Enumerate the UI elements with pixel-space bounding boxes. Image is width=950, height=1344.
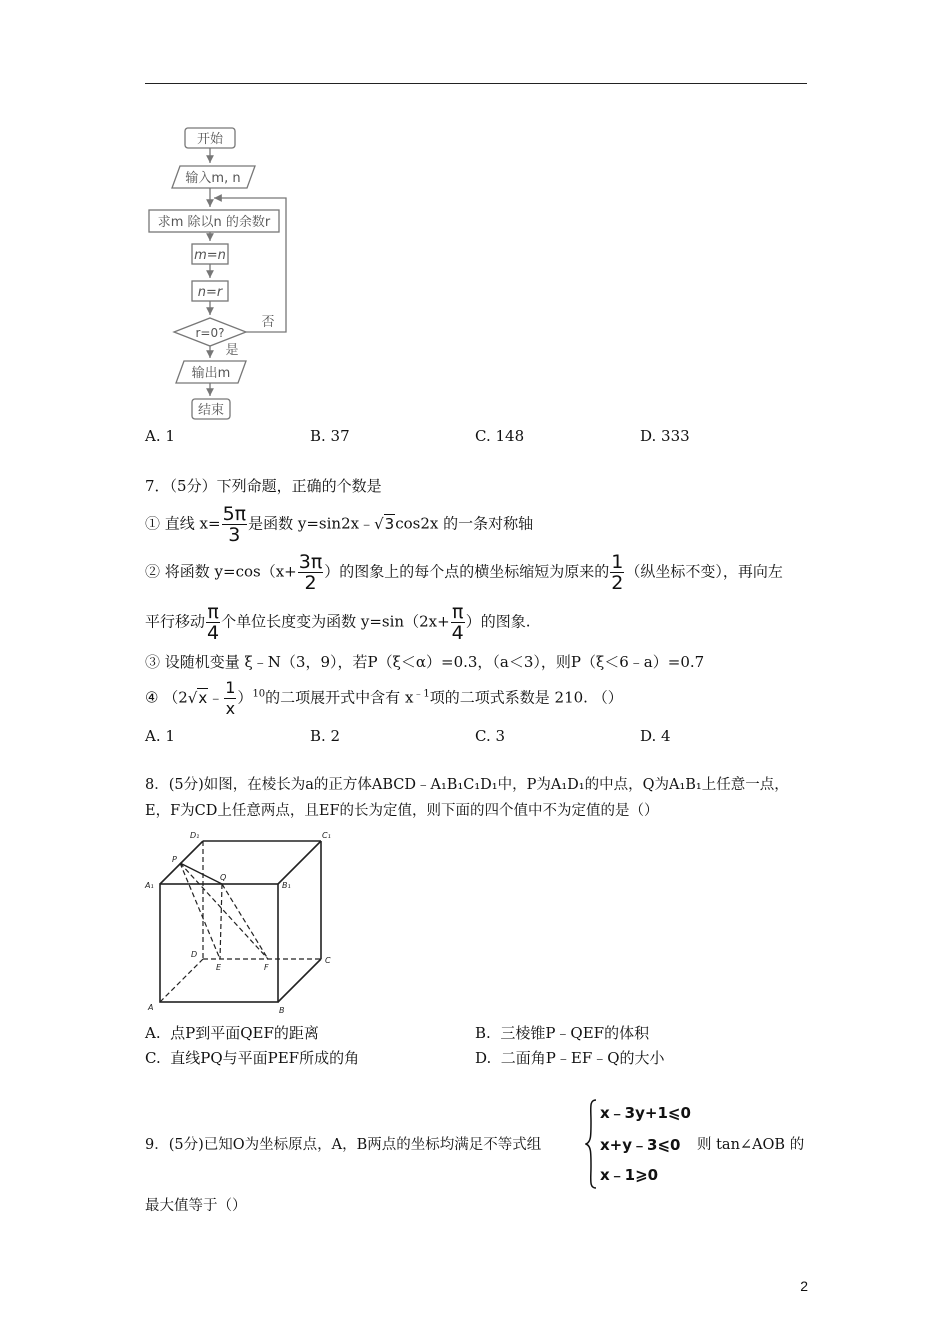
q9-stem-line-2: 最大值等于（）: [145, 1198, 247, 1214]
label-a: A: [148, 1003, 154, 1012]
fraction: $\frac{3\pi}{2}$: [298, 551, 323, 594]
header-rule: [145, 83, 807, 84]
inequality-3: x﹣1⩾0: [600, 1166, 659, 1184]
q7-option-d: D. 4: [640, 727, 671, 745]
q7-statement-2-cont: 平行移动 $\frac{\pi}{4}$ 个单位长度变为函数 y=sin（2x+ $\frac{\pi}{4}$ ）的图象.: [145, 601, 531, 644]
q9-stem-tail: 则 tan∠AOB 的: [697, 1137, 805, 1153]
q7-option-c: C. 3: [475, 727, 506, 745]
inequality-system: [585, 1098, 705, 1190]
label-e: E: [216, 963, 222, 972]
q7-statement-3: ③ 设随机变量 ξ﹣N（3，9），若P（ξ＜α）=0.3，（a＜3），则P（ξ＜6﹣a）=0.7: [145, 653, 705, 671]
label-a1: A₁: [145, 881, 154, 890]
sqrt-symbol: √3: [374, 514, 395, 533]
label-f: F: [264, 963, 269, 972]
flow-input-text: 输入m, n: [185, 171, 241, 186]
fraction: $\frac{\pi}{4}$: [451, 601, 464, 644]
inequality-1: x﹣3y+1⩽0: [600, 1104, 691, 1122]
label-d: D: [191, 950, 198, 959]
q9-stem: 9．(5分)已知O为坐标原点，A，B两点的坐标均满足不等式组: [145, 1137, 542, 1153]
q7-option-a: A. 1: [145, 727, 175, 745]
fraction: $\frac{\pi}{4}$: [207, 601, 220, 644]
fraction: $\frac{1}{x}$: [225, 678, 236, 718]
q8-option-a: A. 点P到平面QEF的距离: [145, 1024, 319, 1042]
q8-option-d: D. 二面角P﹣EF﹣Q的大小: [475, 1049, 665, 1067]
flow-no-label: 否: [261, 315, 275, 330]
q6-option-b: B. 37: [310, 427, 350, 445]
q6-option-c: C. 148: [475, 427, 525, 445]
q7-option-b: B. 2: [310, 727, 341, 745]
label-q: Q: [220, 873, 227, 882]
q8-stem-line-2: E，F为CD上任意两点，且EF的长为定值，则下面的四个值中不为定值的是（）: [145, 803, 659, 819]
inequality-2: x+y﹣3⩽0: [600, 1136, 681, 1154]
flowchart: [140, 122, 300, 422]
label-p: P: [172, 855, 177, 864]
q8-stem-line-1: 8．(5分)如图，在棱长为a的正方体ABCD﹣A₁B₁C₁D₁中，P为A₁D₁的中点，Q为A₁B₁上任意一点，: [145, 777, 789, 793]
sqrt-symbol: √x: [187, 688, 208, 707]
q6-option-d: D. 333: [640, 427, 690, 445]
fraction: $\frac{5\pi}{3}$: [222, 503, 247, 546]
flow-compute-text: 求m 除以n 的余数r: [157, 215, 271, 230]
cube-figure: [140, 826, 340, 1016]
q8-option-b: B. 三棱锥P﹣QEF的体积: [475, 1024, 650, 1042]
label-b1: B₁: [282, 881, 291, 890]
q6-option-a: A. 1: [145, 427, 175, 445]
flow-assign-n-text: n=r: [197, 285, 223, 300]
q7-statement-4: ④ （2√x﹣ $\frac{1}{x}$ ）$^{10}$的二项展开式中含有 $x^{﹣1}$项的二项式系数是 210. （）: [145, 678, 623, 718]
flow-assign-m-text: m=n: [194, 248, 226, 263]
q7-statement-1: ① 直线 x= $\frac{5\pi}{3}$ 是函数 y=sin2x﹣√3cos2x 的一条对称轴: [145, 503, 534, 546]
flow-condition-text: r=0?: [195, 326, 225, 340]
label-c1: C₁: [322, 831, 331, 840]
label-b: B: [279, 1006, 285, 1015]
q8-option-c: C. 直线PQ与平面PEF所成的角: [145, 1049, 360, 1067]
flow-end-text: 结束: [197, 403, 225, 418]
brace-icon: [585, 1098, 597, 1190]
flow-yes-label: 是: [225, 343, 239, 358]
label-d1: D₁: [190, 831, 200, 840]
q7-statement-2: ② 将函数 y=cos（x+ $\frac{3\pi}{2}$ ）的图象上的每个点的横坐标缩短为原来的 $\frac{1}{2}$ （纵坐标不变），再向左: [145, 551, 783, 594]
flow-start-text: 开始: [196, 132, 224, 147]
flow-output-text: 输出m: [191, 366, 231, 381]
fraction: $\frac{1}{2}$: [611, 551, 624, 594]
q7-stem: 7．（5分）下列命题，正确的个数是: [145, 477, 382, 495]
page-number: 2: [800, 1278, 808, 1294]
label-c: C: [325, 956, 331, 965]
